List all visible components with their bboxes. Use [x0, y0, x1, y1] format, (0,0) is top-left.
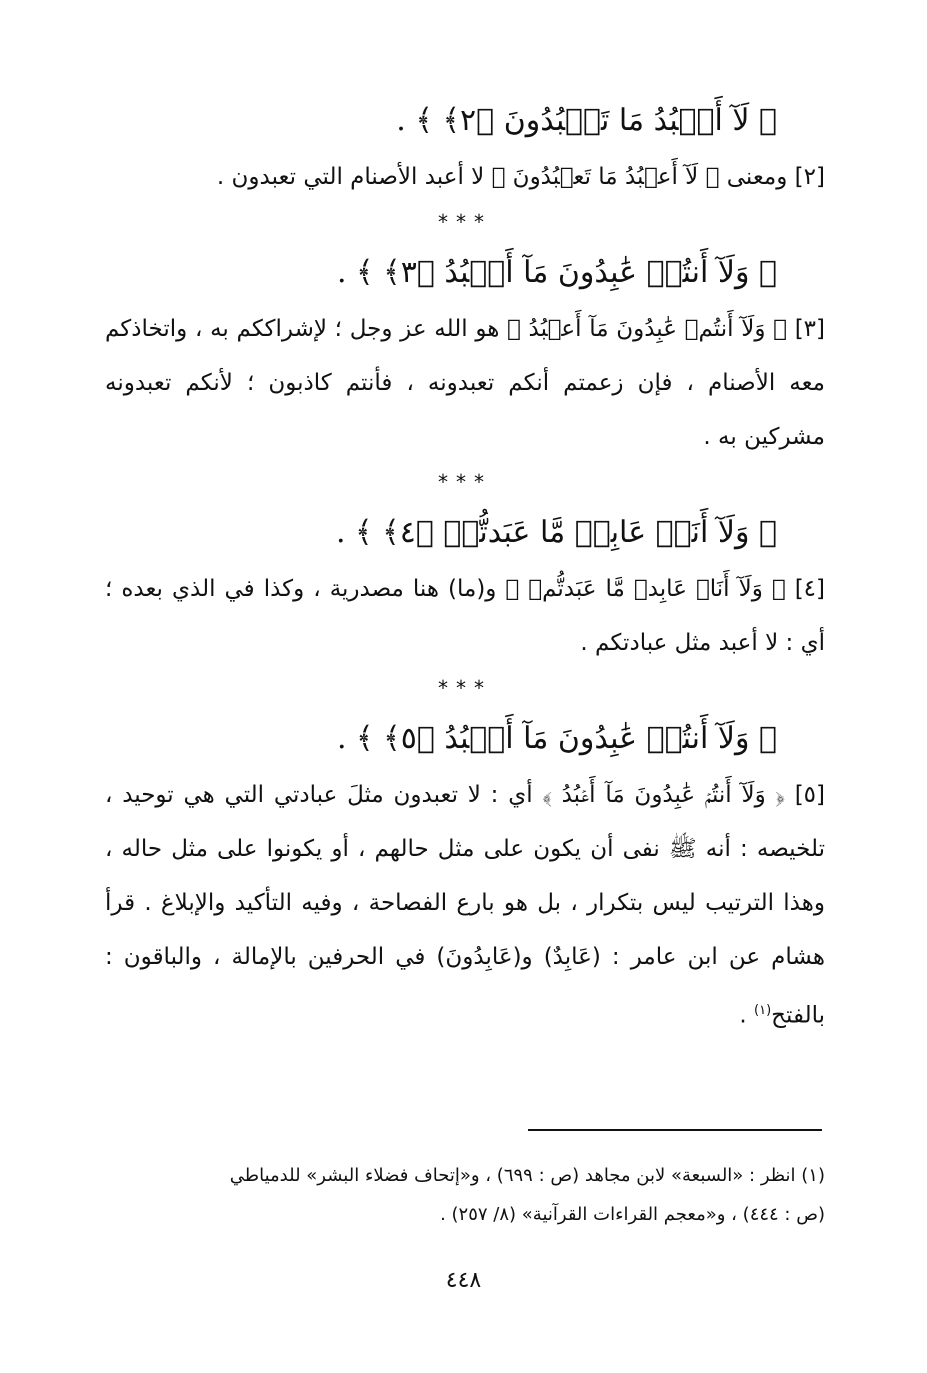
commentary-number: [٢] — [794, 164, 825, 190]
footnote-text: انظر : «السبعة» لابن مجاهد (ص : ٦٩٩) ، و«إتحاف فضلاء البشر» للدمياطي — [229, 1165, 796, 1186]
commentary-number: [٣] — [794, 316, 826, 342]
ayah-3: ﴿ وَلَآ أَنتُمۡ عَٰبِدُونَ مَآ أَعۡبُدُ ﴿٣﴾ ﴾ . — [336, 255, 777, 290]
footnote-divider — [528, 1129, 822, 1131]
footnote-line-1 — [105, 1156, 825, 1195]
footnote-line-2: (ص : ٤٤٤) ، و«معجم القراءات القرآنية» (٨/ ٢٥٧) . — [440, 1204, 825, 1225]
footnote-reference[interactable]: (١) — [754, 1003, 772, 1018]
footnotes — [105, 1156, 825, 1234]
commentary-text: ﴿ وَلَآ أَنتُمۡ عَٰبِدُونَ مَآ أَعۡبُدُ ﴾ أي : لا تعبدون مثلَ عبادتي التي هي توحيد ، تلخيصه : أنه ﷺ نفى أن يكون على مثل حالهم ، أو يكونوا على مثل حاله ، وهذا الترتيب ليس بتكرار ، بل هو بارع الفصاحة ، وفيه التأكيد والإبلاغ . قرأ هشام عن ابن عامر : (عَابِدٌ) و(عَابِدُونَ) في الحرفين بالإمالة ، والباقون : بالفتح — [105, 782, 825, 1029]
commentary-text: ﴿ وَلَآ أَنَا۠ عَابِدٞ مَّا عَبَدتُّمۡ ﴾ و(ما) هنا مصدرية ، وكذا في الذي بعده ؛ أي : لا أعبد مثل عبادتكم . — [105, 576, 825, 656]
commentary-tail: . — [739, 1002, 755, 1029]
commentary-5 — [105, 768, 825, 1043]
commentary-number: [٤] — [794, 576, 826, 602]
commentary-text: ﴿ وَلَآ أَنتُمۡ عَٰبِدُونَ مَآ أَعۡبُدُ ﴾ هو الله عز وجل ؛ لإشراككم به ، واتخاذكم معه الأصنام ، فإن زعمتم أنكم تعبدونه ، فأنتم كاذبون ؛ لأنكم تعبدونه مشركين به . — [105, 316, 825, 450]
section-separator: *** — [438, 676, 492, 700]
commentary-4 — [105, 562, 825, 670]
ayah-5: ﴿ وَلَآ أَنتُمۡ عَٰبِدُونَ مَآ أَعۡبُدُ ﴿٥﴾ ﴾ . — [336, 721, 777, 756]
page-number: ٤٤٨ — [445, 1268, 482, 1293]
page-body — [105, 92, 825, 1043]
footnote-number: (١) — [801, 1165, 825, 1186]
section-separator: *** — [438, 470, 492, 494]
section-separator: *** — [438, 210, 492, 234]
commentary-text: ومعنى ﴿ لَآ أَعۡبُدُ مَا تَعۡبُدُونَ ﴾ لا أعبد الأصنام التي تعبدون . — [216, 164, 788, 190]
ayah-2: ﴿ لَآ أَعۡبُدُ مَا تَعۡبُدُونَ ﴿٢﴾ ﴾ . — [396, 103, 777, 138]
commentary-2 — [105, 150, 825, 204]
ayah-4: ﴿ وَلَآ أَنَا۠ عَابِدٞ مَّا عَبَدتُّمۡ ﴿٤﴾ ﴾ . — [335, 515, 777, 550]
commentary-3 — [105, 302, 825, 464]
commentary-number: [٥] — [794, 782, 826, 808]
